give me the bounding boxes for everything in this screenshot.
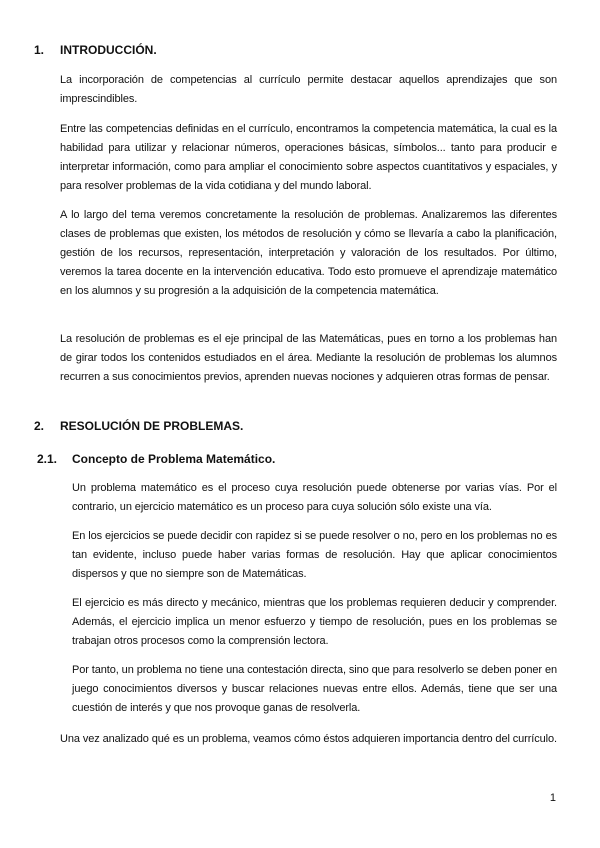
intro-paragraph: Entre las competencias definidas en el currículo, encontramos la competencia matemática, la cual es la habilidad para utilizar y relacionar números, operaciones básicas, símbolos... tanto para producir e interpretar información, como para ampliar el conocimiento sobre aspectos cuantitativos y espaciales, y para resolver problemas de la vida cotidiana y del mundo laboral. xyxy=(60,123,557,192)
section-number: 2. xyxy=(34,419,45,433)
concept-paragraph: El ejercicio es más directo y mecánico, mientras que los problemas requieren deducir y comprender. Además, el ejercicio implica un menor esfuerzo y tiempo de resolución, pues en los problemas se trabajan otros procesos como la comprensión lectora. xyxy=(72,597,557,647)
concept-paragraph: Por tanto, un problema no tiene una contestación directa, sino que para resolverlo se deben poner en juego conocimientos diversos y buscar relaciones nuevas entre ellos. Además, tiene que ser una cuestión de interés y que nos provoque ganas de resolverla. xyxy=(72,664,557,714)
intro-paragraph: A lo largo del tema veremos concretamente la resolución de problemas. Analizaremos las diferentes clases de problemas que existen, los métodos de resolución y cómo se llevaría a cabo la planificación, gestión de los recursos, representación, interpretación y valoración de los resultados. Por último, veremos la tarea docente en la intervención educativa. Todo esto promueve el aprendizaje matemático en los alumnos y su progresión a la adquisición de la competencia matemática. xyxy=(60,209,557,297)
closing-paragraph: Una vez analizado qué es un problema, veamos cómo éstos adquieren importancia dentro del currículo. xyxy=(60,733,557,745)
concept-paragraph: Un problema matemático es el proceso cuya resolución puede obtenerse por varias vías. Por el contrario, un ejercicio matemático es un proceso para cuya solución sólo existe una vía. xyxy=(72,482,557,513)
subsection-number: 2.1. xyxy=(37,452,58,466)
subsection-title: Concepto de Problema Matemático. xyxy=(72,452,276,466)
subsection-heading-concepto xyxy=(37,451,275,467)
intro-paragraph: La resolución de problemas es el eje principal de las Matemáticas, pues en torno a los problemas han de girar todos los contenidos estudiados en el área. Mediante la resolución de problemas los alumnos recurren a sus conocimientos previos, aprenden nuevas nociones y adquieren otras formas de pensar. xyxy=(60,333,557,383)
page-number: 1 xyxy=(549,792,556,804)
section-number: 1. xyxy=(34,43,45,57)
concept-paragraph: En los ejercicios se puede decidir con rapidez si se puede resolver o no, pero en los problemas no es tan evidente, incluso puede haber varias formas de resolución. Hay que aplicar conocimientos dispersos y que no siempre son de Matemáticas. xyxy=(72,530,557,580)
intro-paragraph: La incorporación de competencias al currículo permite destacar aquellos aprendizajes que son imprescindibles. xyxy=(60,74,557,105)
section-heading-resolucion xyxy=(34,418,243,434)
section-title: INTRODUCCIÓN. xyxy=(60,43,157,57)
section-heading-introduccion xyxy=(34,42,157,58)
section-title: RESOLUCIÓN DE PROBLEMAS. xyxy=(60,419,244,433)
